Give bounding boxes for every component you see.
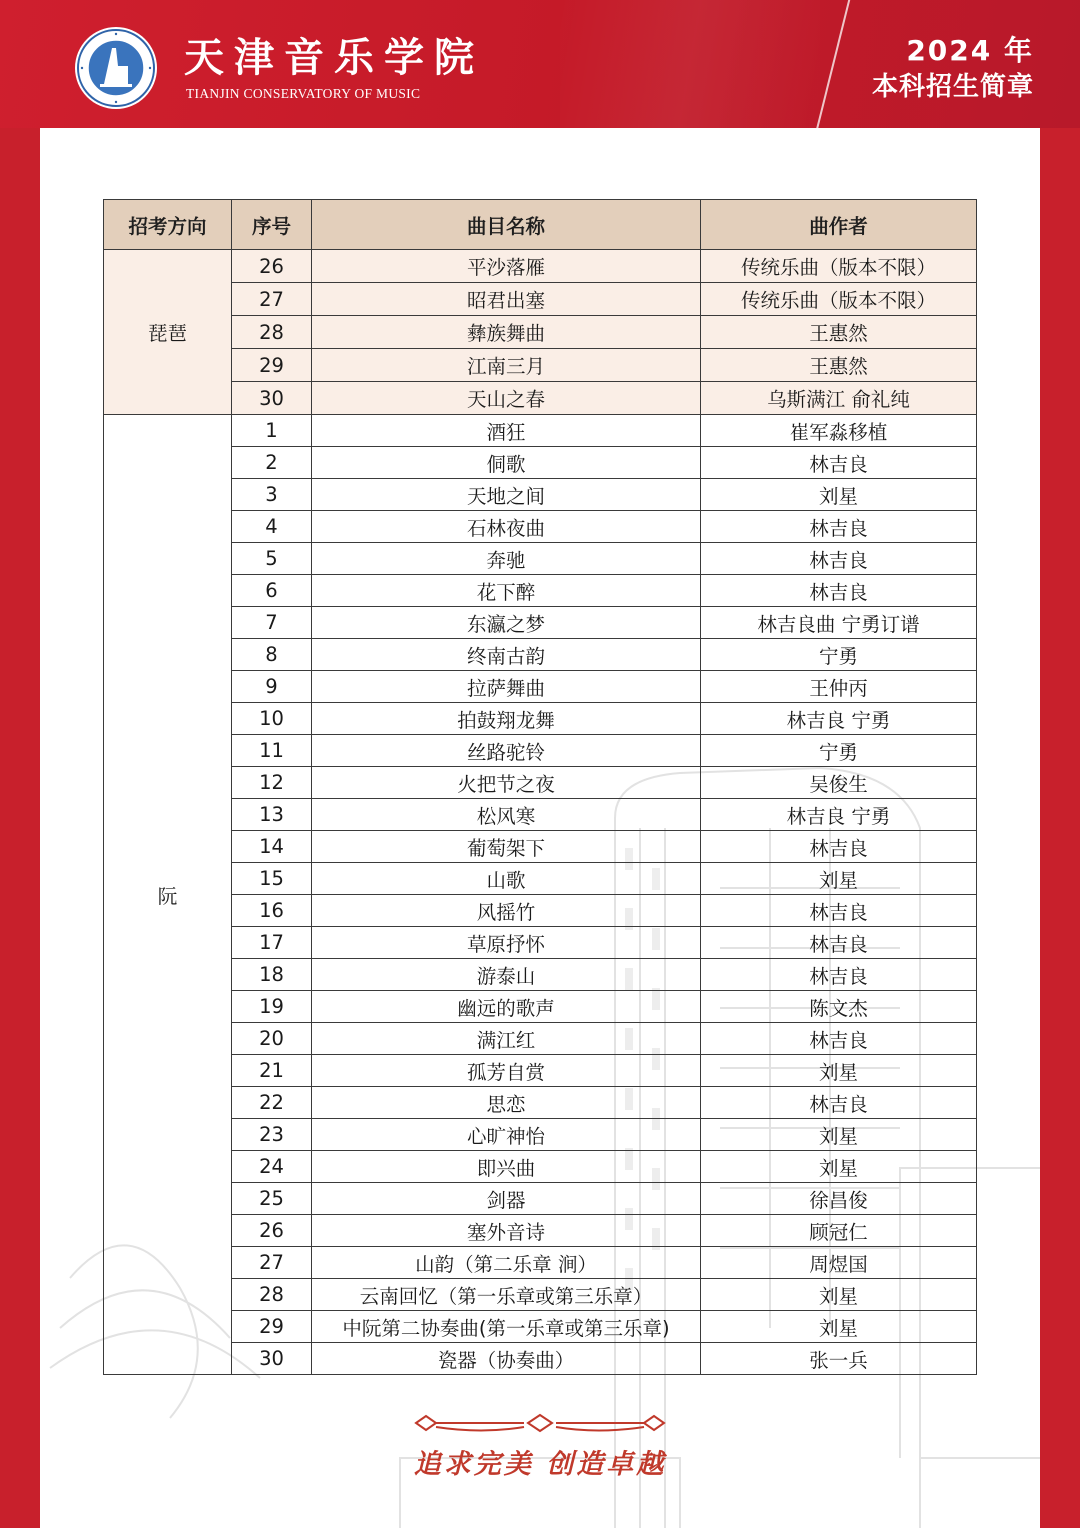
composer-cell: 周煜国 — [701, 1247, 977, 1279]
table-row — [104, 283, 977, 316]
table-row — [104, 671, 977, 703]
piece-cell: 天山之春 — [312, 382, 701, 415]
composer-cell: 林吉良 宁勇 — [701, 703, 977, 735]
piece-cell: 剑器 — [312, 1183, 701, 1215]
content-page — [40, 128, 1040, 1528]
number-cell: 17 — [232, 927, 312, 959]
number-cell: 26 — [232, 1215, 312, 1247]
piece-cell: 即兴曲 — [312, 1151, 701, 1183]
table-row — [104, 575, 977, 607]
piece-cell: 游泰山 — [312, 959, 701, 991]
piece-cell: 酒狂 — [312, 415, 701, 447]
number-cell: 29 — [232, 349, 312, 382]
piece-cell: 江南三月 — [312, 349, 701, 382]
table-row — [104, 1023, 977, 1055]
number-cell: 13 — [232, 799, 312, 831]
piece-cell: 中阮第二协奏曲(第一乐章或第三乐章) — [312, 1311, 701, 1343]
number-cell: 1 — [232, 415, 312, 447]
composer-cell: 林吉良 — [701, 511, 977, 543]
table-row — [104, 1055, 977, 1087]
number-cell: 11 — [232, 735, 312, 767]
number-cell: 2 — [232, 447, 312, 479]
table-row — [104, 316, 977, 349]
number-cell: 8 — [232, 639, 312, 671]
table-row — [104, 479, 977, 511]
number-cell: 3 — [232, 479, 312, 511]
table-row — [104, 639, 977, 671]
composer-cell: 林吉良 — [701, 1087, 977, 1119]
composer-cell: 王惠然 — [701, 316, 977, 349]
composer-cell: 刘星 — [701, 1119, 977, 1151]
table-row — [104, 767, 977, 799]
piece-cell: 孤芳自赏 — [312, 1055, 701, 1087]
table-row — [104, 511, 977, 543]
number-cell: 10 — [232, 703, 312, 735]
table-row — [104, 1183, 977, 1215]
piece-cell: 奔驰 — [312, 543, 701, 575]
composer-cell: 徐昌俊 — [701, 1183, 977, 1215]
header-category: 招考方向 — [104, 200, 232, 250]
ornament-divider-icon — [412, 1410, 668, 1436]
table-row — [104, 447, 977, 479]
table-row — [104, 799, 977, 831]
composer-cell: 刘星 — [701, 1055, 977, 1087]
piece-cell: 云南回忆（第一乐章或第三乐章） — [312, 1279, 701, 1311]
table-row — [104, 349, 977, 382]
composer-cell: 林吉良 — [701, 1023, 977, 1055]
composer-cell: 刘星 — [701, 863, 977, 895]
piece-cell: 松风寒 — [312, 799, 701, 831]
number-cell: 26 — [232, 250, 312, 283]
number-cell: 28 — [232, 316, 312, 349]
piece-cell: 拉萨舞曲 — [312, 671, 701, 703]
table-row — [104, 863, 977, 895]
piece-cell: 东瀛之梦 — [312, 607, 701, 639]
piece-cell: 天地之间 — [312, 479, 701, 511]
number-cell: 9 — [232, 671, 312, 703]
table-row — [104, 1247, 977, 1279]
school-name-english: TIANJIN CONSERVATORY OF MUSIC — [186, 86, 421, 101]
composer-cell: 刘星 — [701, 1311, 977, 1343]
piece-cell: 塞外音诗 — [312, 1215, 701, 1247]
piece-cell: 草原抒怀 — [312, 927, 701, 959]
header-number: 序号 — [232, 200, 312, 250]
school-motto: 追求完美 创造卓越 — [413, 1449, 667, 1480]
number-cell: 15 — [232, 863, 312, 895]
composer-cell: 张一兵 — [701, 1343, 977, 1375]
number-cell: 21 — [232, 1055, 312, 1087]
number-cell: 29 — [232, 1311, 312, 1343]
piece-cell: 风摇竹 — [312, 895, 701, 927]
school-name-chinese: 天津音乐学院 — [184, 34, 484, 81]
composer-cell: 顾冠仁 — [701, 1215, 977, 1247]
composer-cell: 林吉良曲 宁勇订谱 — [701, 607, 977, 639]
table-row — [104, 415, 977, 447]
piece-cell: 幽远的歌声 — [312, 991, 701, 1023]
composer-cell: 林吉良 — [701, 927, 977, 959]
composer-cell: 传统乐曲（版本不限） — [701, 250, 977, 283]
piece-cell: 火把节之夜 — [312, 767, 701, 799]
table-row — [104, 703, 977, 735]
table-row — [104, 991, 977, 1023]
piece-cell: 拍鼓翔龙舞 — [312, 703, 701, 735]
piece-cell: 心旷神怡 — [312, 1119, 701, 1151]
composer-cell: 林吉良 宁勇 — [701, 799, 977, 831]
number-cell: 27 — [232, 283, 312, 316]
piece-cell: 花下醉 — [312, 575, 701, 607]
composer-cell: 林吉良 — [701, 447, 977, 479]
number-cell: 28 — [232, 1279, 312, 1311]
piece-cell: 侗歌 — [312, 447, 701, 479]
number-cell: 18 — [232, 959, 312, 991]
table-row — [104, 1279, 977, 1311]
table-row — [104, 895, 977, 927]
header-shade — [560, 0, 820, 128]
piece-cell: 石林夜曲 — [312, 511, 701, 543]
table-row — [104, 543, 977, 575]
number-cell: 25 — [232, 1183, 312, 1215]
number-cell: 20 — [232, 1023, 312, 1055]
school-emblem-icon — [74, 26, 158, 110]
number-cell: 19 — [232, 991, 312, 1023]
table-row — [104, 1215, 977, 1247]
number-cell: 5 — [232, 543, 312, 575]
composer-cell: 崔军淼移植 — [701, 415, 977, 447]
table-row — [104, 382, 977, 415]
composer-cell: 林吉良 — [701, 959, 977, 991]
table-row — [104, 927, 977, 959]
brochure-year: 2024 年 — [906, 34, 1034, 67]
table-row — [104, 607, 977, 639]
category-cell-pipa: 琵琶 — [104, 250, 232, 415]
piece-cell: 终南古韵 — [312, 639, 701, 671]
table-row — [104, 959, 977, 991]
composer-cell: 传统乐曲（版本不限） — [701, 283, 977, 316]
header-banner — [0, 0, 1080, 128]
repertoire-table — [103, 199, 977, 1375]
table-row — [104, 1087, 977, 1119]
number-cell: 16 — [232, 895, 312, 927]
table-row — [104, 1343, 977, 1375]
piece-cell: 昭君出塞 — [312, 283, 701, 316]
piece-cell: 丝路驼铃 — [312, 735, 701, 767]
composer-cell: 林吉良 — [701, 543, 977, 575]
table-row — [104, 831, 977, 863]
composer-cell: 宁勇 — [701, 639, 977, 671]
number-cell: 23 — [232, 1119, 312, 1151]
number-cell: 4 — [232, 511, 312, 543]
composer-cell: 陈文杰 — [701, 991, 977, 1023]
number-cell: 30 — [232, 1343, 312, 1375]
piece-cell: 思恋 — [312, 1087, 701, 1119]
table-row — [104, 735, 977, 767]
composer-cell: 宁勇 — [701, 735, 977, 767]
composer-cell: 乌斯满江 俞礼纯 — [701, 382, 977, 415]
category-cell-ruan: 阮 — [104, 415, 232, 1375]
table-row — [104, 1151, 977, 1183]
piece-cell: 平沙落雁 — [312, 250, 701, 283]
number-cell: 6 — [232, 575, 312, 607]
number-cell: 22 — [232, 1087, 312, 1119]
number-cell: 24 — [232, 1151, 312, 1183]
brochure-title: 本科招生简章 — [871, 72, 1034, 102]
number-cell: 14 — [232, 831, 312, 863]
piece-cell: 山歌 — [312, 863, 701, 895]
table-row — [104, 1311, 977, 1343]
header-piece: 曲目名称 — [312, 200, 701, 250]
number-cell: 27 — [232, 1247, 312, 1279]
composer-cell: 吴俊生 — [701, 767, 977, 799]
composer-cell: 刘星 — [701, 479, 977, 511]
piece-cell: 彝族舞曲 — [312, 316, 701, 349]
number-cell: 12 — [232, 767, 312, 799]
composer-cell: 王仲丙 — [701, 671, 977, 703]
header-composer: 曲作者 — [701, 200, 977, 250]
table-row — [104, 1119, 977, 1151]
piece-cell: 葡萄架下 — [312, 831, 701, 863]
piece-cell: 瓷器（协奏曲） — [312, 1343, 701, 1375]
composer-cell: 刘星 — [701, 1279, 977, 1311]
table-header-row — [104, 200, 977, 250]
piece-cell: 满江红 — [312, 1023, 701, 1055]
number-cell: 7 — [232, 607, 312, 639]
composer-cell: 林吉良 — [701, 575, 977, 607]
composer-cell: 刘星 — [701, 1151, 977, 1183]
table-row — [104, 250, 977, 283]
composer-cell: 王惠然 — [701, 349, 977, 382]
composer-cell: 林吉良 — [701, 895, 977, 927]
number-cell: 30 — [232, 382, 312, 415]
piece-cell: 山韵（第二乐章 涧） — [312, 1247, 701, 1279]
composer-cell: 林吉良 — [701, 831, 977, 863]
